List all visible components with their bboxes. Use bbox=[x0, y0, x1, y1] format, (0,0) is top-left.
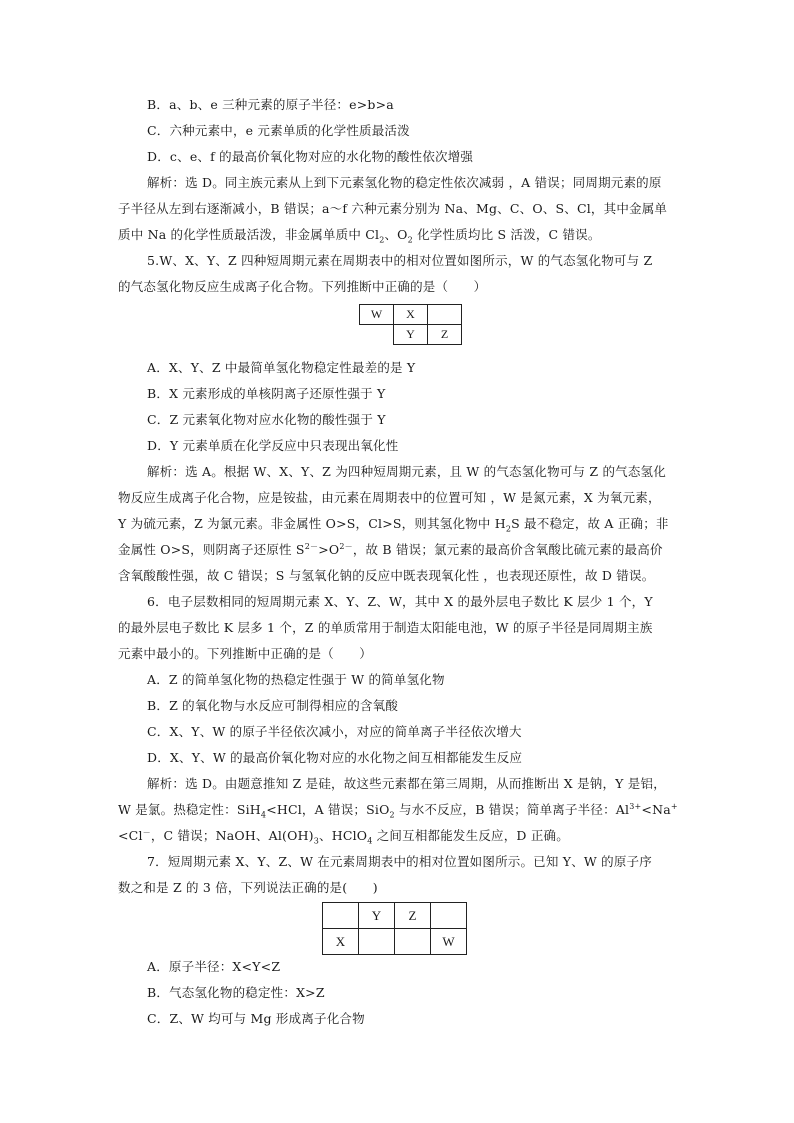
q6-stem-line-3: 元素中最小的。下列推断中正确的是（ ） bbox=[118, 646, 373, 661]
q5-solution-line-3: Y 为硫元素，Z 为氯元素。非金属性 O>S，Cl>S，则其氢化物中 $H_2S$ 最不稳定，故 A 正确；非 bbox=[118, 516, 669, 534]
q4-option-c: C．六种元素中，e 元素单质的化学性质最活泼 bbox=[147, 123, 410, 138]
q7-cell: Z bbox=[395, 903, 431, 929]
q6-option-d: D．X、Y、W 的最高价氧化物对应的水化物之间互相都能发生反应 bbox=[147, 750, 523, 765]
q7-stem-line-1: 7．短周期元素 X、Y、Z、W 在元素周期表中的相对位置如图所示。已知 Y、W 的原子序 bbox=[147, 854, 652, 869]
q7-periodic-table bbox=[322, 902, 467, 955]
q6-option-b: B．Z 的氧化物与水反应可制得相应的含氧酸 bbox=[147, 698, 399, 713]
q5-periodic-table bbox=[359, 304, 462, 345]
q5-solution-line-1: 解析：选 A。根据 W、X、Y、Z 为四种短周期元素，且 W 的气态氢化物可与 Z 的气态氢化 bbox=[147, 464, 666, 479]
q7-stem-line-2: 数之和是 Z 的 3 倍，下列说法正确的是( ) bbox=[118, 880, 378, 895]
q5-solution-line-4: 金属性 O>S，则阴离子还原性 $S^{2-}>O^{2-}$，故 B 错误；氯元素的最高价含氧酸比硫元素的最高价 bbox=[118, 541, 663, 557]
q5-solution-line-2: 物反应生成离子化合物，应是铵盐，由元素在周期表中的位置可知 ，W 是氮元素，X 为氧元素， bbox=[118, 490, 661, 505]
q6-option-a: A．Z 的简单氢化物的热稳定性强于 W 的简单氢化物 bbox=[147, 672, 445, 687]
q4-solution-line-1: 解析：选 D。同主族元素从上到下元素氢化物的稳定性依次减弱 ，A 错误；同周期元素的原 bbox=[147, 175, 662, 190]
q5-empty-cell bbox=[360, 325, 394, 345]
q4-solution-line-3: 质中 Na 的化学性质最活泼，非金属单质中 $Cl_2$、$O_2$ 化学性质均比 S 活泼，C 错误。 bbox=[118, 227, 601, 245]
q5-cell: Y bbox=[394, 325, 428, 345]
q7-cell: Y bbox=[359, 903, 395, 929]
q7-cell bbox=[431, 903, 467, 929]
q7-cell bbox=[395, 929, 431, 955]
q6-stem-line-2: 的最外层电子数比 K 层多 1 个，Z 的单质常用于制造太阳能电池，W 的原子半径是同周期主族 bbox=[118, 620, 653, 635]
q5-option-a: A．X、Y、Z 中最简单氢化物稳定性最差的是 Y bbox=[147, 360, 416, 375]
q5-stem-line-2: 的气态氢化物反应生成离子化合物。下列推断中正确的是（ ） bbox=[118, 279, 487, 294]
q7-cell bbox=[359, 929, 395, 955]
q6-solution-line-3: <Cl－，C 错误；NaOH、$Al(OH)_3$、HClO$_4$ 之间互相都能发生反应，D 正确。 bbox=[118, 827, 569, 846]
q6-stem-line-1: 6．电子层数相同的短周期元素 X、Y、Z、W，其中 X 的最外层电子数比 K 层少 1 个，Y bbox=[147, 594, 653, 609]
q5-cell: X bbox=[394, 305, 428, 325]
q4-option-b: B．a、b、e 三种元素的原子半径：e>b>a bbox=[147, 97, 394, 112]
q6-solution-line-2: W 是氯。热稳定性：SiH$_4$<HCl，A 错误；SiO$_2$ 与水不反应，B 错误；简单离子半径：$Al^{3+}<Na^+$ bbox=[118, 801, 678, 820]
q7-cell: W bbox=[431, 929, 467, 955]
q5-option-d: D．Y 元素单质在化学反应中只表现出氧化性 bbox=[147, 438, 399, 453]
q5-option-c: C．Z 元素氧化物对应水化物的酸性强于 Y bbox=[147, 412, 386, 427]
q5-cell: W bbox=[360, 305, 394, 325]
q7-option-c: C．Z、W 均可与 Mg 形成离子化合物 bbox=[147, 1011, 365, 1026]
q7-cell: X bbox=[323, 929, 359, 955]
q5-option-b: B．X 元素形成的单核阴离子还原性强于 Y bbox=[147, 386, 386, 401]
q4-solution-line-2: 子半径从左到右逐渐减小，B 错误；a～f 六种元素分别为 Na、Mg、C、O、S、Cl，其中金属单 bbox=[118, 201, 668, 216]
q5-cell: Z bbox=[428, 325, 462, 345]
q7-option-a: A．原子半径：X<Y<Z bbox=[147, 959, 281, 974]
q6-option-c: C．X、Y、W 的原子半径依次减小，对应的简单离子半径依次增大 bbox=[147, 724, 522, 739]
q5-stem-line-1: 5.W、X、Y、Z 四种短周期元素在周期表中的相对位置如图所示，W 的气态氢化物可与 Z bbox=[147, 253, 653, 268]
q5-solution-line-5: 含氧酸酸性强，故 C 错误；S 与氢氧化钠的反应中既表现氧化性 ，也表现还原性，故 D 错误。 bbox=[118, 568, 655, 583]
q7-cell bbox=[323, 903, 359, 929]
q4-option-d: D．c、e、f 的最高价氧化物对应的水化物的酸性依次增强 bbox=[147, 149, 474, 164]
q7-option-b: B．气态氢化物的稳定性：X>Z bbox=[147, 985, 325, 1000]
q5-cell bbox=[428, 305, 462, 325]
q6-solution-line-1: 解析：选 D。由题意推知 Z 是硅，故这些元素都在第三周期，从而推断出 X 是钠，Y 是铝， bbox=[147, 776, 666, 791]
